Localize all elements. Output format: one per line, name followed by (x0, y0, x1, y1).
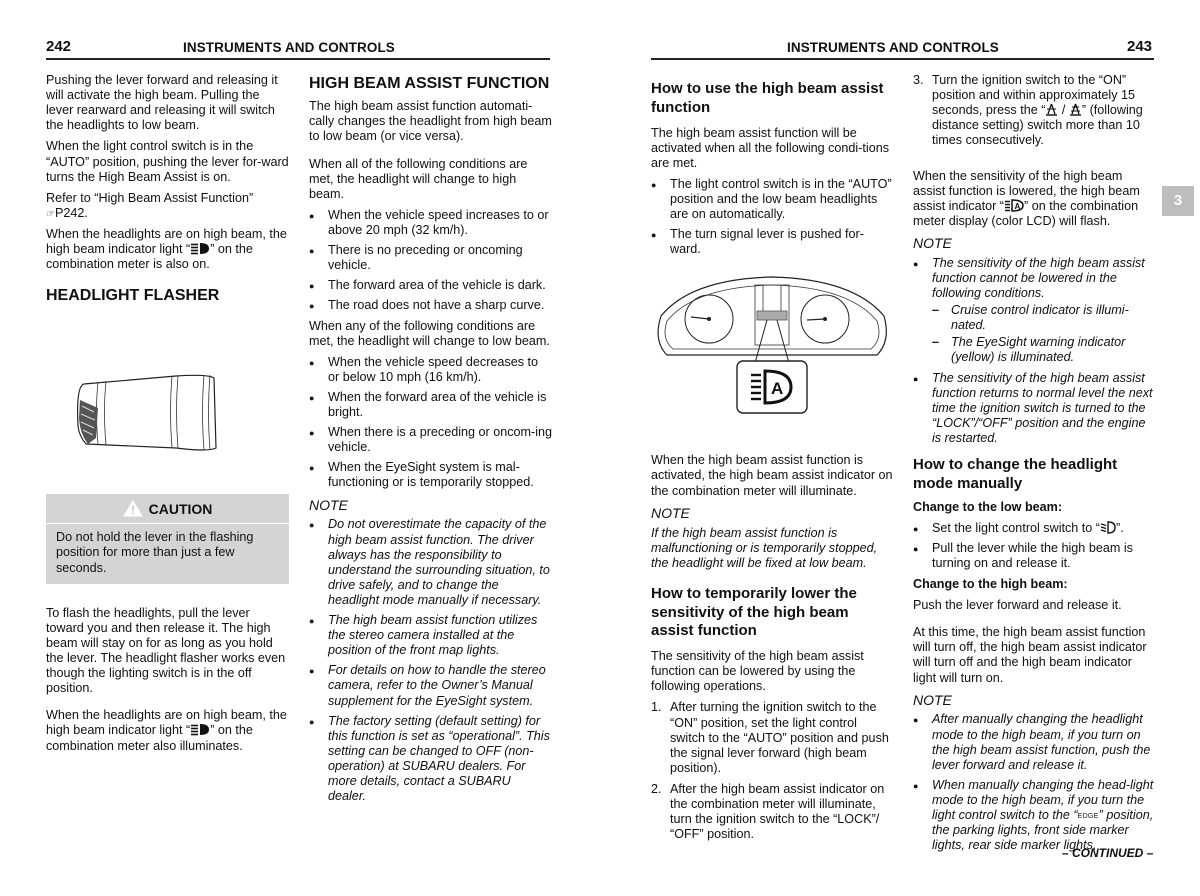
column-3 (651, 80, 894, 848)
paragraph: The high beam assist function automati-cally changes the headlight from high beam to low beam (or vice versa). (309, 99, 552, 144)
text-part: ” on the combination meter is also on. (46, 242, 253, 272)
text-part: ” (following distance setting) switch more than 10 times consecutively. (932, 103, 1143, 148)
reference (46, 191, 289, 221)
paragraph: The high beam assist function will be activated when all the following condi-tions are met. (651, 125, 890, 170)
high-beam-indicator-icon (190, 242, 210, 255)
list-item: ● When the vehicle speed decreases to or below 10 mph (16 km/h). (309, 355, 552, 385)
step-number: 3. (913, 73, 924, 87)
paragraph (913, 169, 1156, 229)
warning-triangle-icon (123, 500, 143, 517)
text-part: Set the light control switch to “ (932, 520, 1100, 535)
combination-meter-illustration (651, 271, 894, 431)
list-item (913, 521, 1156, 536)
list-item: ● The light control switch is in the “AUTO” position and the low beam headlights are on automatically. (651, 177, 894, 222)
paragraph: At this time, the high beam assist function will turn off, the high beam assist indicator will turn off and the high beam indicator light will turn on. (913, 625, 1147, 685)
list-item: ● The road does not have a sharp curve. (309, 298, 552, 313)
list-item: ● When the EyeSight system is mal-functioning or is temporarily stopped. (309, 460, 552, 490)
note-item: ● For details on how to handle the stereo camera, refer to the Owner’s Manual supplement for the EyeSight system. (309, 663, 552, 708)
chapter-tab: 3 (1162, 186, 1194, 216)
paragraph: When the high beam assist function is activated, the high beam assist indicator on the combination meter will illuminate. (651, 453, 893, 498)
left-page-title: INSTRUMENTS AND CONTROLS (183, 40, 395, 55)
step-item (651, 782, 894, 842)
lower-sensitivity-heading: How to temporarily lower the sensitivity of the high beam assist function (651, 584, 857, 640)
caution-box (46, 494, 289, 584)
manual-mode-heading: How to change the headlight mode manually (913, 456, 1118, 492)
reference-text: Refer to “High Beam Assist Function” (46, 190, 254, 205)
text-part: / (1058, 103, 1069, 118)
steps-list-continued (913, 73, 1156, 149)
list-item: ● There is no preceding or oncoming vehicle. (309, 243, 552, 273)
note-label: NOTE (913, 691, 952, 708)
svg-text:A: A (1014, 201, 1021, 211)
paragraph: To flash the headlights, pull the lever toward you and then release it. The high beam will stay on for as long as you hold the lever. The headlight flasher works even though the lighting switch is in the off position. (46, 605, 286, 696)
paragraph: Push the lever forward and release it. (913, 598, 1122, 613)
column-1 (46, 73, 289, 760)
steps-list (651, 700, 894, 842)
sub-list (932, 303, 1156, 365)
paragraph: When any of the following conditions are met, the headlight will change to low beam. (309, 318, 550, 348)
right-page-title: INSTRUMENTS AND CONTROLS (787, 40, 999, 55)
note-item (913, 778, 1156, 854)
low-beam-list (913, 521, 1156, 571)
text-part: When the sensitivity of the high beam assist function is lowered, the high beam assist indicator “ (913, 168, 1140, 213)
high-beam-indicator-icon (190, 723, 210, 736)
paragraph: When all of the following conditions are met, the headlight will change to high beam. (309, 156, 528, 201)
note-item: ● The high beam assist function utilizes the stereo camera installed at the position of the front map lights. (309, 613, 552, 658)
note-text: If the high beam assist function is malfunctioning or is temporarily stopped, the headlight will be fixed at low beam. (651, 525, 878, 570)
caution-divider (46, 523, 289, 524)
page-reference-icon: ☞ (46, 208, 55, 220)
note-item: ● The sensitivity of the high beam assist function returns to normal level the next time the ignition switch is turned to the “LOCK”/“OFF” position and the engine is restarted. (913, 371, 1156, 447)
text-part: When the headlights are on high beam, the high beam indicator light “ (46, 226, 287, 257)
note-label: NOTE (651, 504, 690, 521)
text-part: ” position, the parking lights, front side marker lights, rear side marker lights, (932, 808, 1154, 853)
step-item (651, 700, 894, 776)
text-part: Turn the ignition switch to the “ON” position and within approximately 15 seconds, press the “ (932, 73, 1136, 118)
how-to-use-heading: How to use the high beam assist function (651, 80, 884, 116)
note-item: ● After manually changing the headlight mode to the high beam, if you turn on the high beam assist function, push the lever forward and release it. (913, 712, 1156, 772)
step-text: After the high beam assist indicator on the combination meter will illuminate, turn the ignition switch to the “LOCK”/ “OFF” position. (670, 781, 885, 842)
text-part: ” on the combination meter also illuminates. (46, 723, 253, 753)
note-label: NOTE (913, 234, 952, 251)
high-beam-subheading: Change to the high beam: (913, 577, 1068, 592)
caution-title: CAUTION (148, 500, 213, 517)
note-item (913, 256, 1156, 366)
right-page-number: 243 (1127, 38, 1153, 55)
list-item: ● Pull the lever while the high beam is turning on and release it. (913, 541, 1156, 571)
headlight-flasher-heading: HEADLIGHT FLASHER (46, 287, 220, 305)
paragraph (46, 227, 289, 272)
paragraph (46, 708, 289, 753)
notes-list (913, 712, 1156, 853)
notes-list (913, 256, 1156, 446)
off-conditions-list (309, 355, 552, 491)
list-item: ● The forward area of the vehicle is dark. (309, 278, 552, 293)
left-header-rule (46, 58, 550, 60)
low-beam-icon (1100, 521, 1116, 534)
edge-position-icon: EDGE (1077, 813, 1099, 821)
text-part: When the headlights are on high beam, the high beam indicator light “ (46, 708, 287, 738)
svg-text:A: A (771, 379, 784, 399)
list-item: ● When there is a preceding or oncom-ing vehicle. (309, 425, 552, 455)
distance-setting-icon (1069, 103, 1082, 116)
headlight-lever-illustration (46, 366, 289, 466)
text-part: When manually changing the head-light mode to the high beam, if you turn the light control switch to the “ (932, 777, 1154, 823)
distance-setting-icon (1045, 103, 1058, 116)
use-conditions-list (651, 177, 894, 258)
caution-header (56, 500, 279, 518)
note-text: The sensitivity of the high beam assist function cannot be lowered in the following conditions. (932, 255, 1145, 300)
paragraph: The sensitivity of the high beam assist function can be lowered by using the following operations. (651, 649, 864, 694)
list-item: ● When the forward area of the vehicle is bright. (309, 390, 552, 420)
high-beam-assist-indicator-icon (1004, 199, 1024, 212)
continued-label: – CONTINUED – (1062, 846, 1154, 860)
sub-item: – The EyeSight warning indicator (yellow) is illuminated. (932, 335, 1156, 365)
step-number: 2. (651, 781, 662, 796)
text-part: ” on the combination meter display (color LCD) will flash. (913, 198, 1139, 228)
sub-item: – Cruise control indicator is illumi-nated. (932, 303, 1156, 333)
list-item: ● When the vehicle speed increases to or above 20 mph (32 km/h). (309, 208, 552, 238)
paragraph: Pushing the lever forward and releasing it will activate the high beam. Pulling the lever rearward and releasing it will switch the headlights to low beam. (46, 73, 278, 133)
right-header-rule (651, 58, 1154, 60)
paragraph: When the light control switch is in the “AUTO” position, pushing the lever for-ward turns the High Beam Assist is on. (46, 139, 289, 184)
text-part: ”. (1116, 520, 1124, 535)
caution-text: Do not hold the lever in the flashing position for more than just a few seconds. (56, 530, 254, 575)
column-4 (913, 73, 1156, 858)
step-text: After turning the ignition switch to the “ON” position, set the light control switch to the “AUTO” position and push the signal lever forward (high beam position). (670, 700, 889, 775)
note-item: ● Do not overestimate the capacity of the high beam assist function. The driver always has the responsibility to understand the surrounding situation, to drive safely, and to change the headlight mode manually if necessary. (309, 517, 552, 608)
on-conditions-list (309, 208, 552, 314)
reference-page: P242. (54, 205, 88, 220)
notes-list (309, 517, 552, 804)
step-number: 1. (651, 700, 662, 715)
high-beam-assist-heading: HIGH BEAM ASSIST FUNCTION (309, 75, 550, 92)
step-item (913, 73, 1156, 149)
list-item: ● The turn signal lever is pushed for-ward. (651, 227, 894, 257)
note-item: ● The factory setting (default setting) for this function is set as “operational”. This setting can be changed to OFF (non-operation) at SUBARU dealers. For more details, contact a SUBARU dealer. (309, 714, 552, 805)
column-2 (309, 70, 552, 809)
left-page-number: 242 (46, 38, 72, 55)
note-label: NOTE (309, 496, 348, 513)
low-beam-subheading: Change to the low beam: (913, 499, 1063, 514)
